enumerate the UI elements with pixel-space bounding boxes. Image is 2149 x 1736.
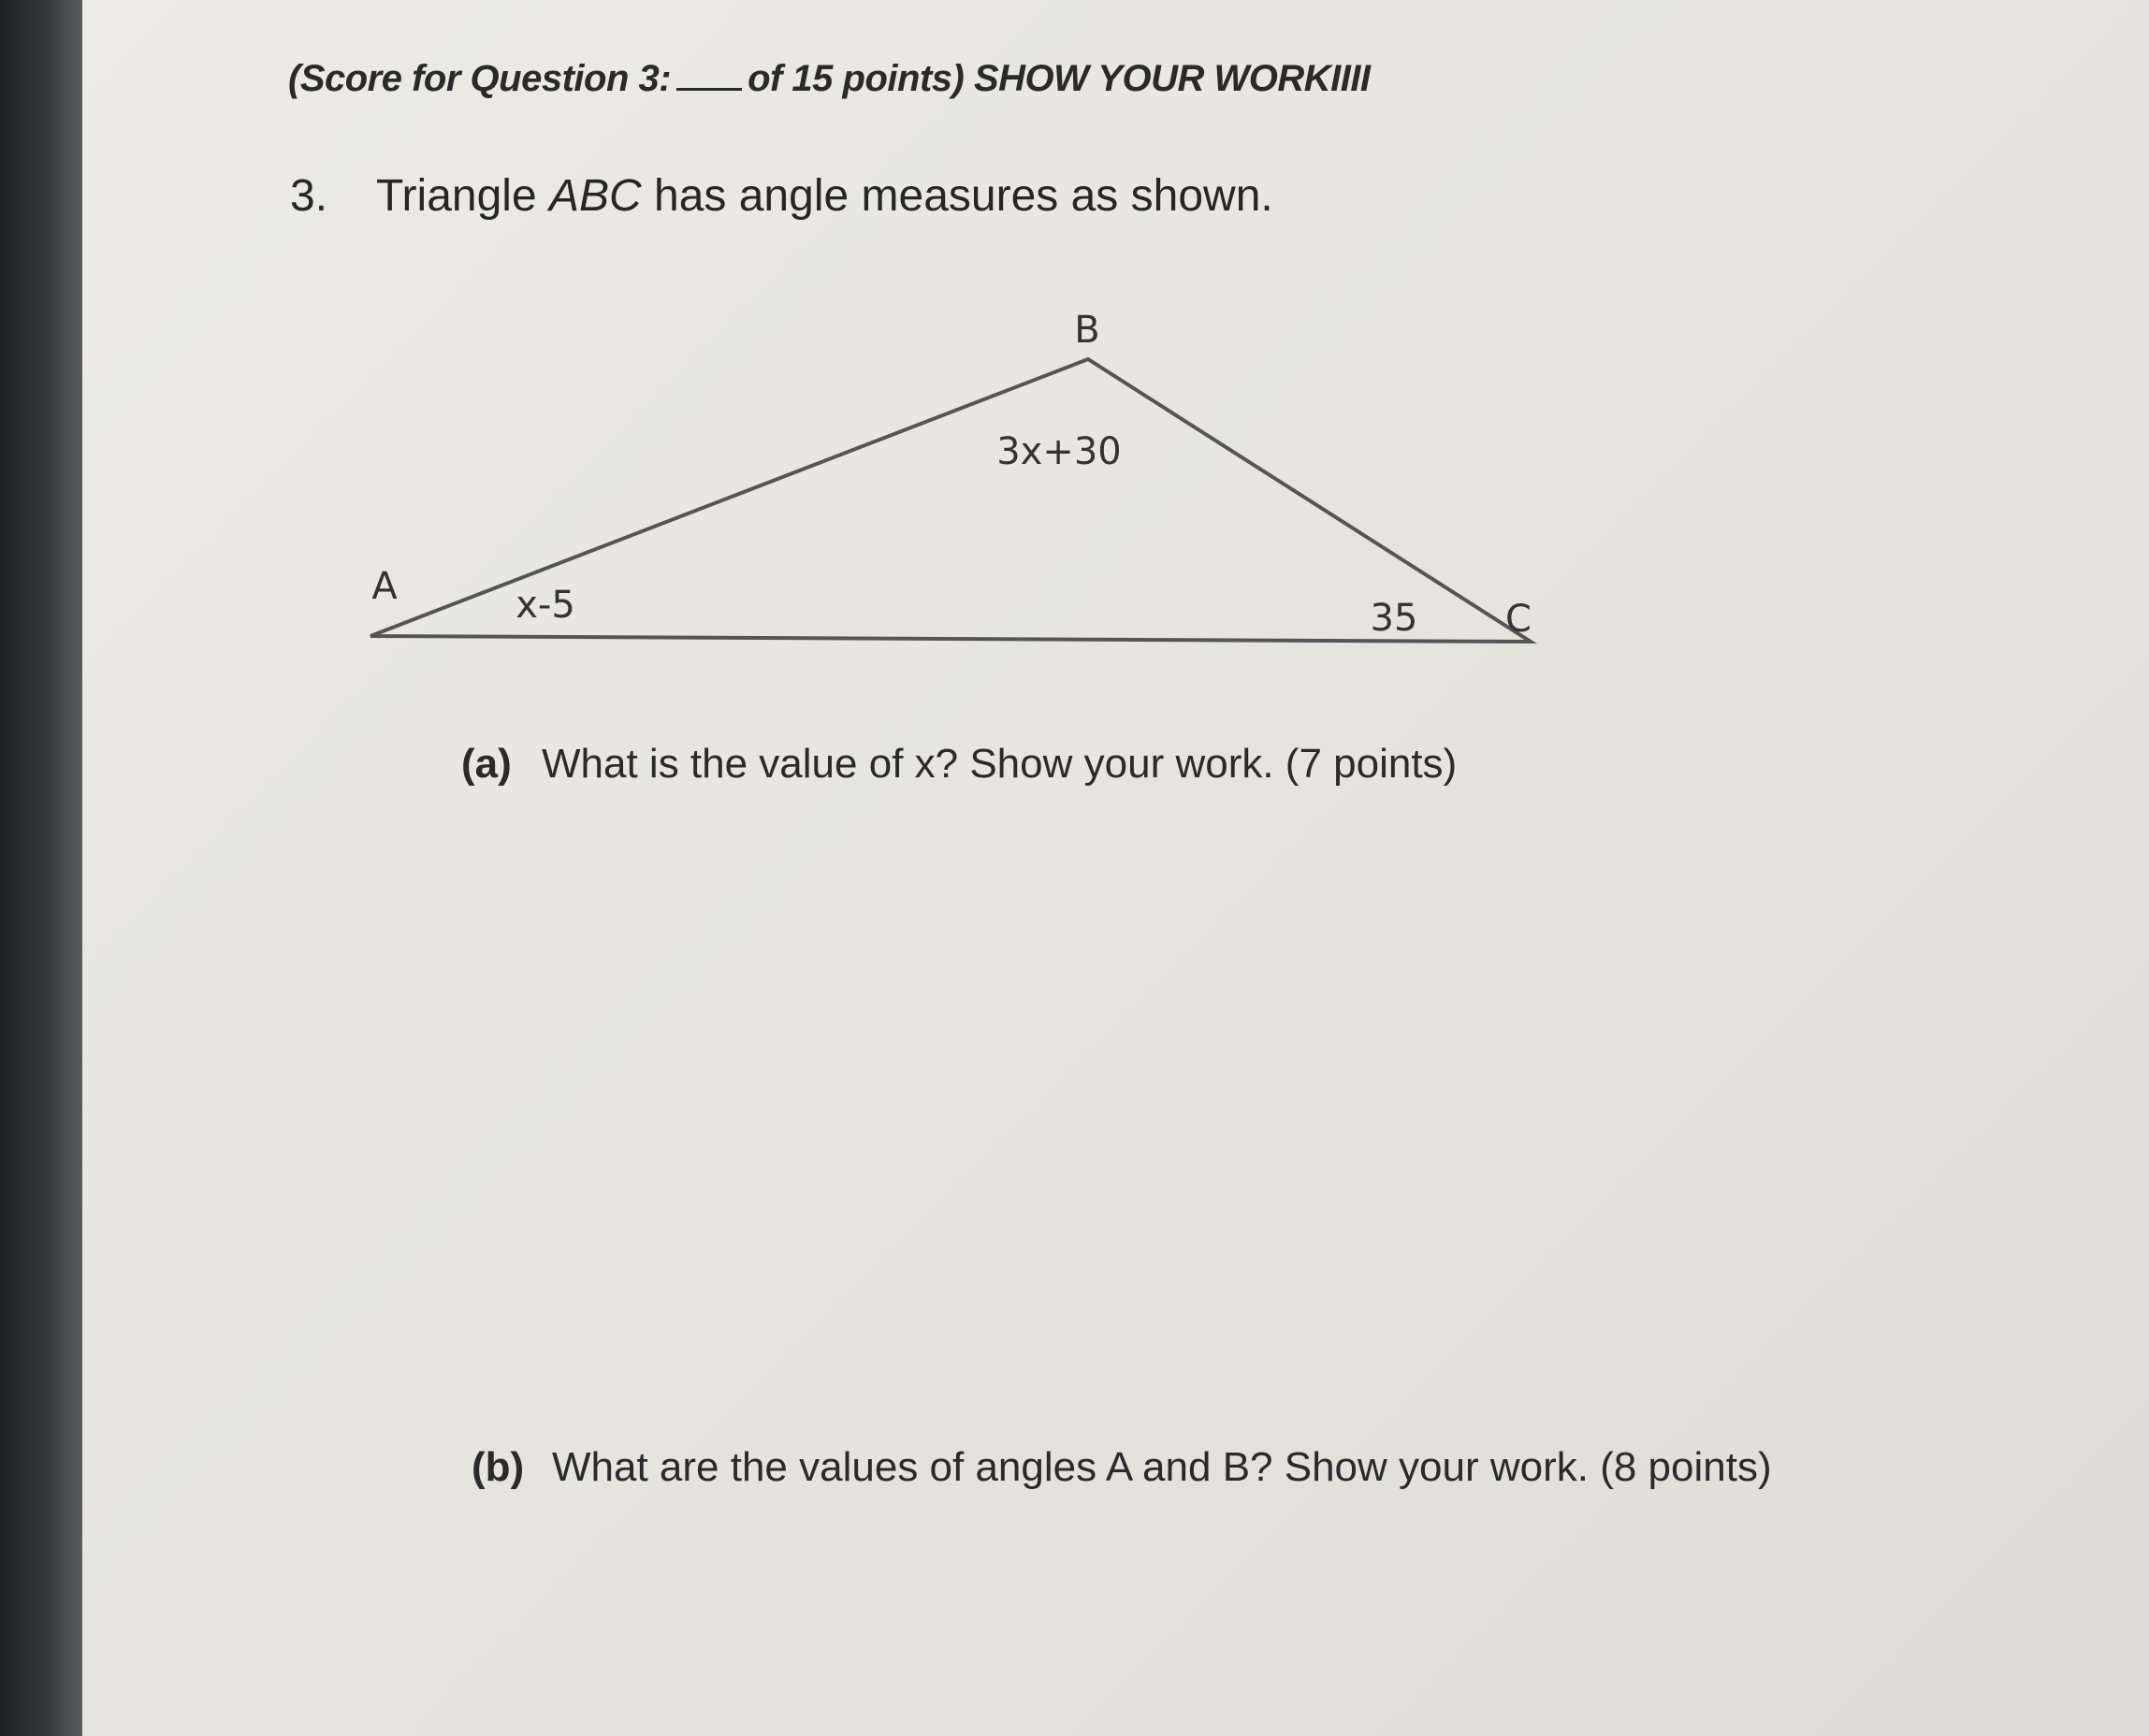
part-a-prompt [461, 741, 1457, 788]
score-suffix: of 15 points) SHOW YOUR WORKIIII [748, 58, 1371, 99]
score-prefix: (Score for Question 3: [288, 58, 672, 99]
vertex-a-label: A [371, 565, 398, 608]
background-edge [0, 0, 82, 1736]
question-text-after: has angle measures as shown. [641, 171, 1273, 221]
part-b-prompt [472, 1444, 1772, 1491]
angle-a-label: x-5 [515, 584, 575, 627]
vertex-b-label: B [1074, 309, 1100, 352]
vertex-c-label: C [1505, 598, 1532, 641]
part-a-text: What is the value of x? Show your work. (7 points) [542, 741, 1458, 787]
triangle-name: ABC [548, 171, 642, 221]
angle-b-label: 3x+30 [996, 430, 1122, 473]
part-a-label: (a) [461, 741, 512, 787]
part-b-label: (b) [472, 1444, 525, 1490]
angle-c-label: 35 [1370, 597, 1418, 640]
question-text-before: Triangle [376, 171, 549, 221]
worksheet-page [82, 0, 2149, 1736]
part-b-text: What are the values of angles A and B? Show your work. (8 points) [552, 1444, 1772, 1490]
question-number: 3. [290, 171, 328, 221]
